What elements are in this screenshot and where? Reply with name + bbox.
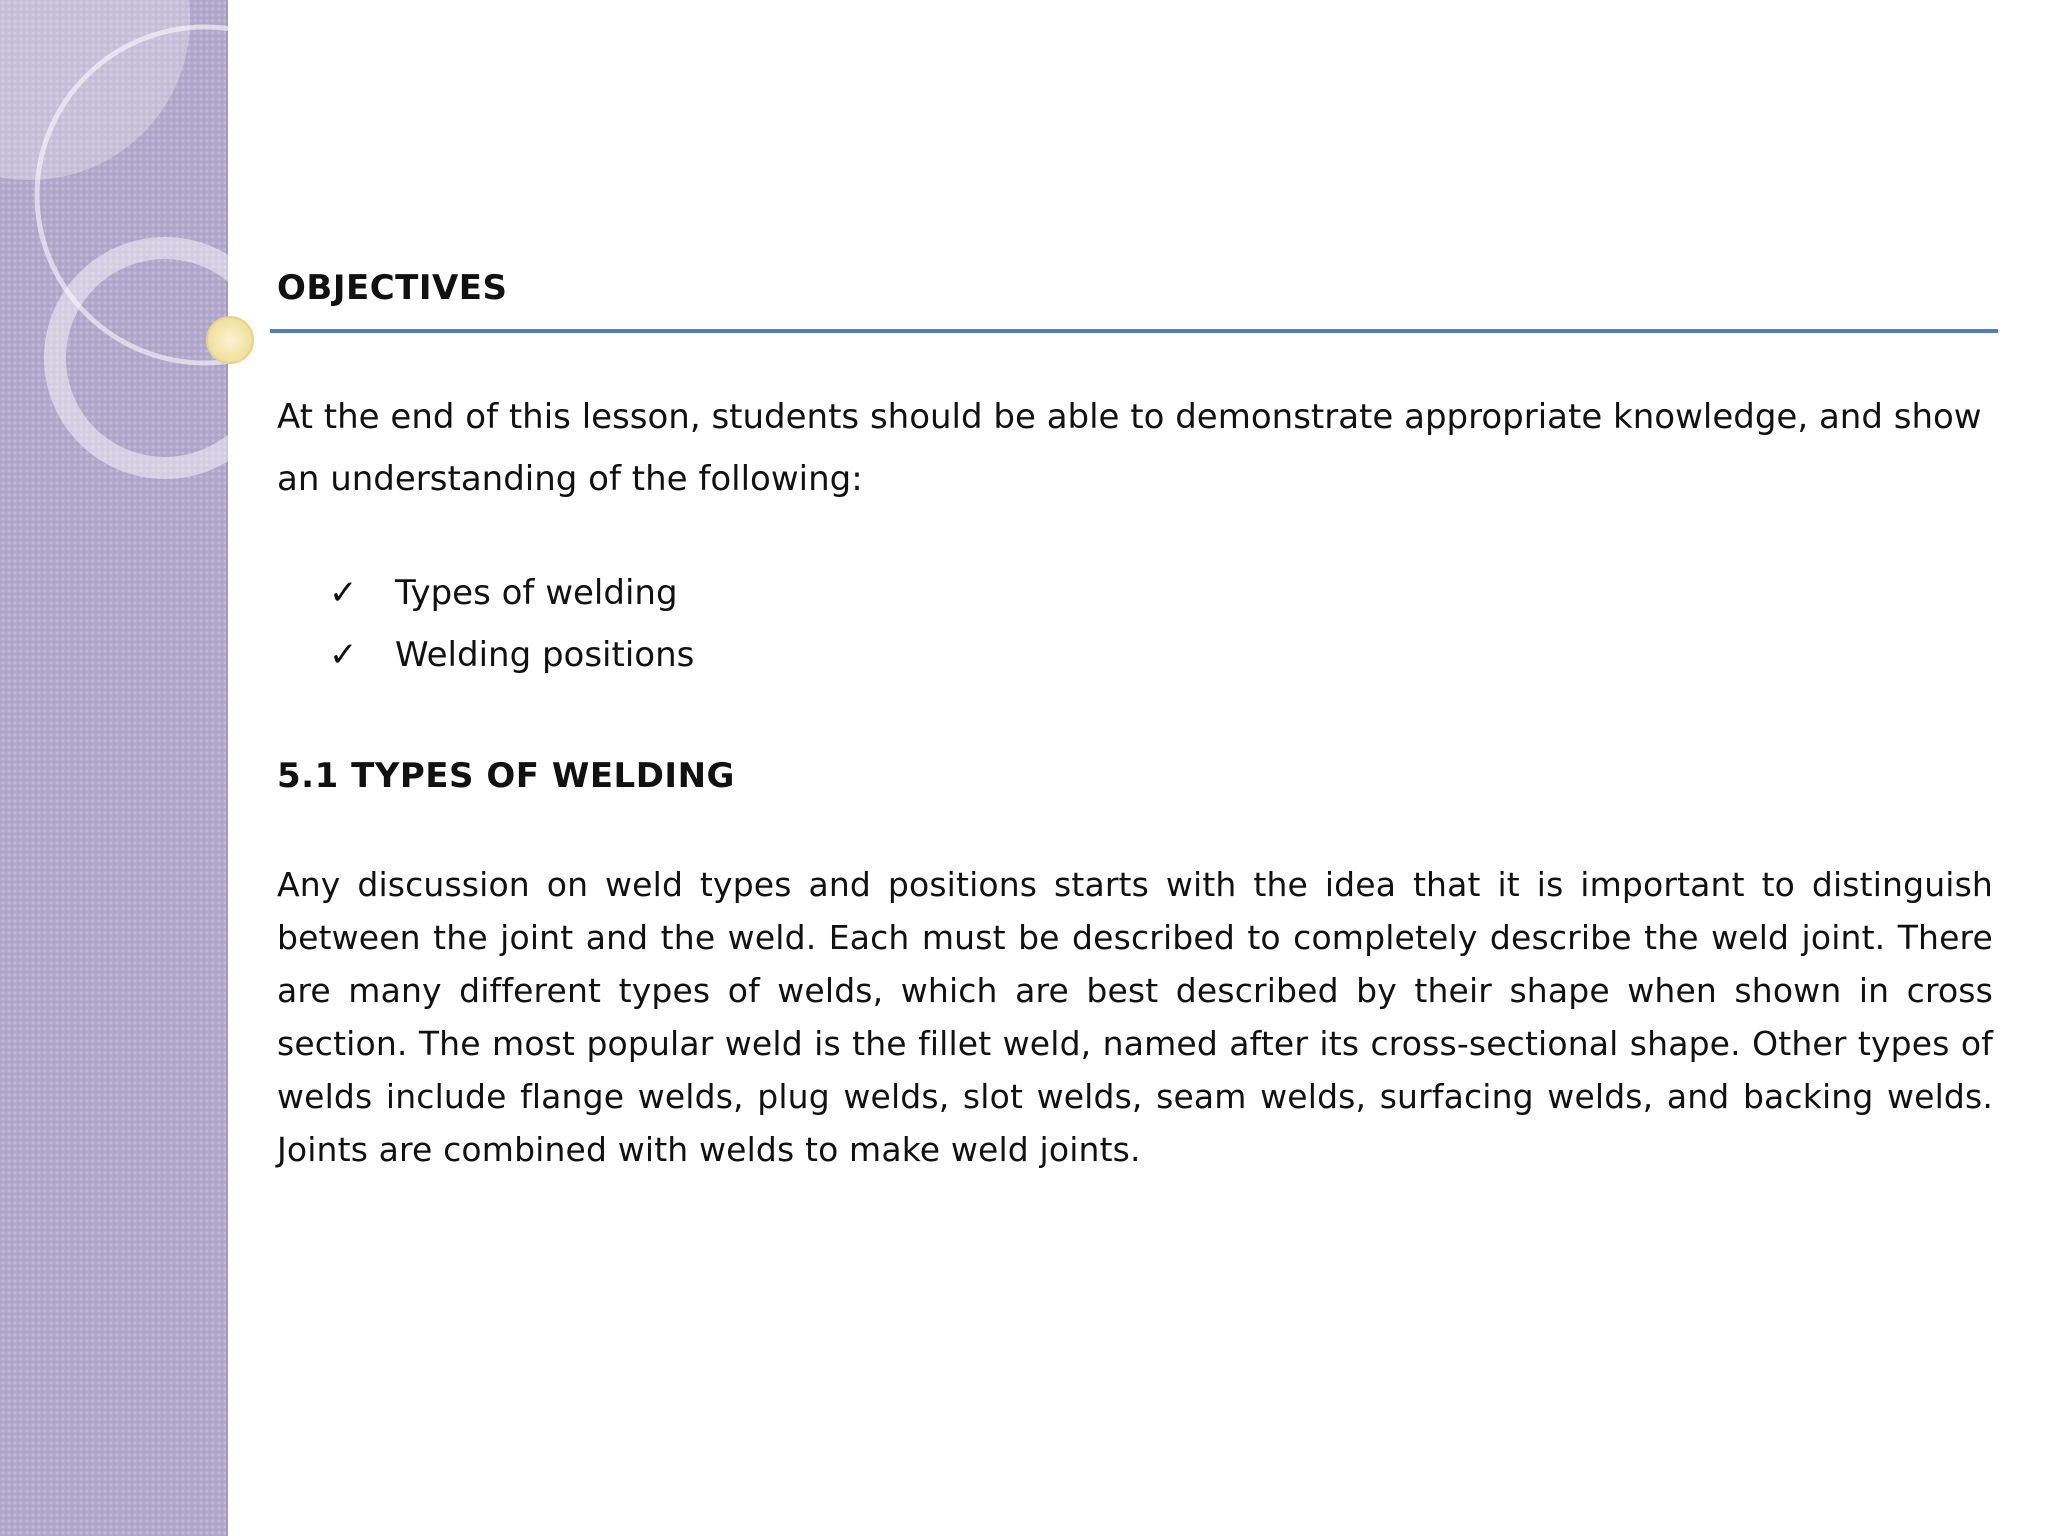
list-item (329, 624, 694, 686)
heading-rule (270, 329, 1998, 333)
section-body: Any discussion on weld types and positions starts with the idea that it is important to distinguish between the joint and the weld. Each must be described to completely describe the weld joint. There are many different types of welds, which are best described by their shape when shown in cross section. The most popular weld is the fillet weld, named after its cross-sectional shape. Other types of welds include flange welds, plug welds, slot welds, seam welds, surfacing welds, and backing welds. Joints are combined with welds to make weld joints. (277, 865, 1993, 1169)
objectives-list (329, 562, 694, 686)
check-mark-icon: ✓ (329, 573, 358, 613)
decorative-side-band (0, 0, 228, 1536)
objectives-heading: OBJECTIVES (277, 268, 508, 308)
list-item-label: Types of welding (395, 573, 678, 613)
section-heading: 5.1 TYPES OF WELDING (277, 756, 735, 796)
list-item (329, 562, 694, 624)
check-mark-icon: ✓ (329, 635, 358, 675)
objectives-intro: At the end of this lesson, students should be able to demonstrate appropriate knowledge, and show an understanding of the following: (277, 397, 1982, 499)
list-item-label: Welding positions (395, 635, 695, 675)
